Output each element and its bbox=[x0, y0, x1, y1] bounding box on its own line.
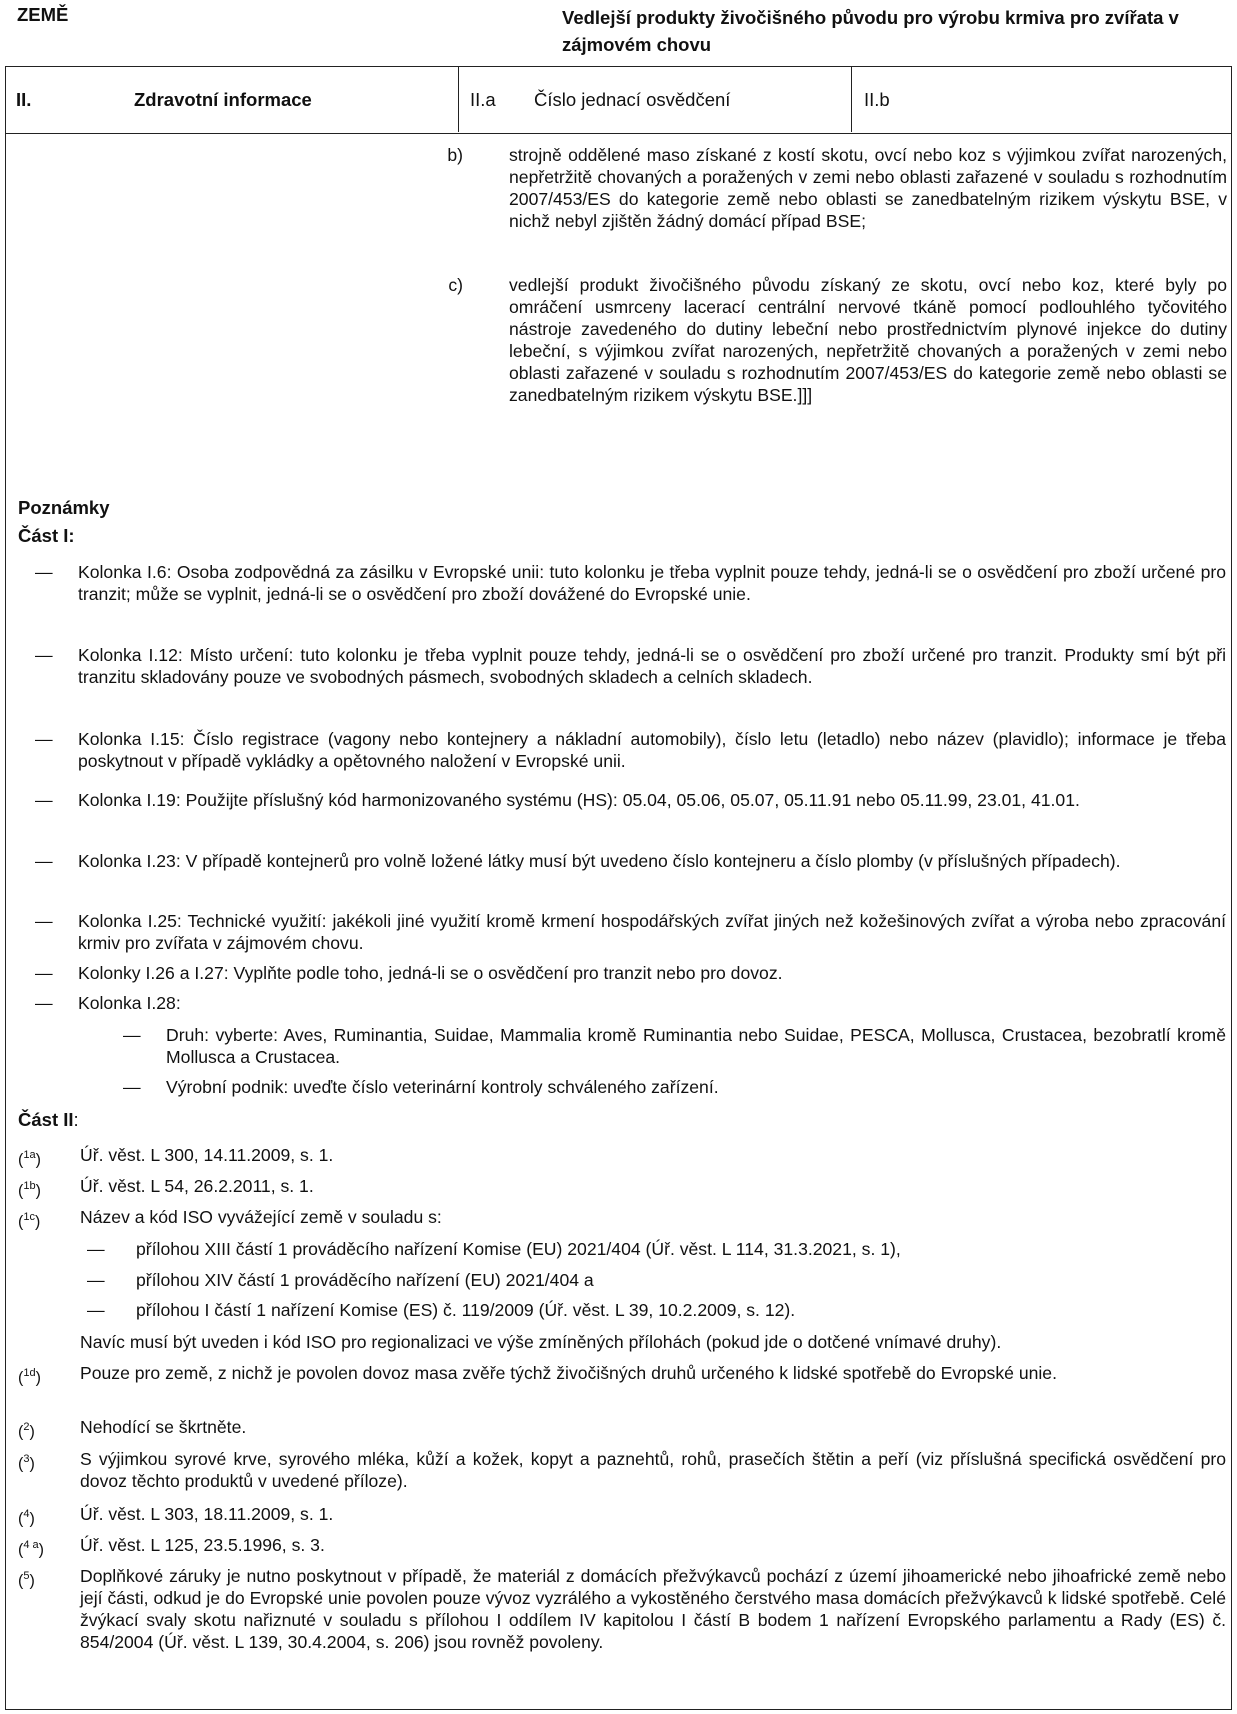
note-text: Kolonky I.26 a I.27: Vyplňte podle toho, jedná-li se o osvědčení pro tranzit nebo pro dovoz. bbox=[78, 963, 783, 983]
notes-heading: Poznámky bbox=[18, 497, 110, 518]
column-divider bbox=[851, 67, 852, 132]
note-text: Kolonka I.12: Místo určení: tuto kolonku je třeba vyplnit pouze tehdy, jedná-li se o osvědčení pro zboží určené pro tranzit. Produkty smí být při tranzitu skladovány pouze ve svobodných pásmech, svobodných skladech a celních skladech. bbox=[78, 645, 1226, 687]
section-title: Zdravotní informace bbox=[134, 88, 312, 110]
dash-bullet: — bbox=[123, 1077, 141, 1097]
dash-bullet: — bbox=[87, 1300, 105, 1320]
note-item bbox=[18, 962, 1226, 984]
dash-bullet: — bbox=[35, 851, 53, 871]
cert-ref-label: Číslo jednací osvědčení bbox=[534, 88, 731, 110]
footnote-sub-text: přílohou XIV částí 1 prováděcího nařízení (EU) 2021/404 a bbox=[136, 1270, 594, 1290]
footnote bbox=[18, 1503, 1226, 1530]
note-item bbox=[18, 644, 1226, 688]
footnote-extra bbox=[80, 1331, 1226, 1353]
footnote-sub-item bbox=[81, 1299, 1226, 1321]
column-divider bbox=[458, 67, 459, 132]
footnote-text: Úř. věst. L 300, 14.11.2009, s. 1. bbox=[80, 1145, 334, 1165]
list-item-c bbox=[426, 274, 1227, 406]
dash-bullet: — bbox=[87, 1239, 105, 1259]
footnote-text: Název a kód ISO vyvážející země v souladu s: bbox=[80, 1207, 442, 1227]
note-text: Kolonka I.28: bbox=[78, 993, 181, 1013]
footnote-sub-item bbox=[81, 1238, 1226, 1260]
document-title: Vedlejší produkty živočišného původu pro výrobu krmiva pro zvířata v zájmovém chovu bbox=[562, 7, 1179, 55]
dash-bullet: — bbox=[35, 729, 53, 749]
footnote bbox=[18, 1565, 1226, 1653]
dash-bullet: — bbox=[35, 562, 53, 582]
footnote-marker: ($^2$) bbox=[18, 1421, 35, 1441]
note-item bbox=[18, 850, 1226, 872]
note-text: Kolonka I.19: Použijte příslušný kód harmonizovaného systému (HS): 05.04, 05.06, 05.07, 05.11.91 nebo 05.11.99, 23.01, 41.01. bbox=[78, 790, 1080, 810]
footnote bbox=[18, 1206, 1226, 1233]
part1-heading: Část I: bbox=[18, 525, 75, 546]
footnote-marker: ($^{1d}$) bbox=[18, 1367, 41, 1387]
sub-note-item bbox=[106, 1024, 1226, 1068]
item-label: c) bbox=[448, 275, 463, 295]
footnote-marker: ($^{1c}$) bbox=[18, 1211, 41, 1231]
country-label: ZEMĚ bbox=[17, 4, 69, 25]
note-item bbox=[18, 789, 1226, 811]
note-item bbox=[18, 910, 1226, 954]
footnote-sub-item bbox=[81, 1269, 1226, 1291]
cert-ref-number: II.a bbox=[470, 88, 496, 110]
footnote-text: Úř. věst. L 54, 26.2.2011, s. 1. bbox=[80, 1176, 314, 1196]
footnote-marker: ($^4$) bbox=[18, 1508, 35, 1528]
note-text: Kolonka I.6: Osoba zodpovědná za zásilku v Evropské unii: tuto kolonku je třeba vyplnit pouze tehdy, jedná-li se o osvědčení pro zboží určené pro tranzit; může se vyplnit, jedná-li se o osvědčení pro zboží dovážené do Evropské unie. bbox=[78, 562, 1226, 604]
footnote-text: Úř. věst. L 303, 18.11.2009, s. 1. bbox=[80, 1504, 334, 1524]
footnote-marker: ($^{1b}$) bbox=[18, 1180, 41, 1200]
footnote-marker: ($^3$) bbox=[18, 1453, 35, 1473]
note-text: Druh: vyberte: Aves, Ruminantia, Suidae, Mammalia kromě Ruminantia nebo Suidae, PESCA, Mollusca, Crustacea, bezobratlí kromě Mollusca a Crustacea. bbox=[166, 1025, 1226, 1067]
footnote-text: Úř. věst. L 125, 23.5.1996, s. 3. bbox=[80, 1535, 325, 1555]
note-item bbox=[18, 561, 1226, 605]
item-text: vedlejší produkt živočišného původu získaný ze skotu, ovcí nebo koz, které byly po omráčení usmrceny lacerací centrální nervové tkáně pomocí podlouhlého tyčovitého nástroje zavedeného do dutiny lebeční nebo prostřednictvím plynové injekce do dutiny lebeční, s výjimkou zvířat narozených, nepřetržitě chovaných a poražených v zemi nebo oblasti zařazené v souladu s rozhodnutím 2007/453/ES do kategorie země nebo oblasti se zanedbatelným rizikem výskytu BSE.]]] bbox=[509, 275, 1227, 405]
footnote bbox=[18, 1175, 1226, 1202]
item-label: b) bbox=[447, 145, 463, 165]
part2-heading bbox=[18, 1109, 79, 1131]
list-item-b bbox=[426, 144, 1227, 232]
certificate-frame bbox=[5, 66, 1232, 1710]
note-text: Kolonka I.15: Číslo registrace (vagony nebo kontejnery a nákladní automobily), číslo letu (letadlo) nebo název (plavidlo); informace je třeba poskytnout v případě vykládky a opětovného naložení v Evropské unii. bbox=[78, 729, 1226, 771]
note-item bbox=[18, 728, 1226, 772]
item-text: strojně oddělené maso získané z kostí skotu, ovcí nebo koz s výjimkou zvířat narozených, nepřetržitě chovaných a poražených v zemi nebo oblasti zařazené v souladu s rozhodnutím 2007/453/ES do kategorie země nebo oblasti se zanedbatelným rizikem výskytu BSE, v nichž nebyl zjištěn žádný domácí případ BSE; bbox=[509, 145, 1227, 231]
footnote-marker: ($^5$) bbox=[18, 1570, 35, 1590]
column-b-label: II.b bbox=[864, 88, 890, 110]
dash-bullet: — bbox=[35, 790, 53, 810]
table-header-row bbox=[6, 67, 1231, 134]
footnote-sub-text: přílohou XIII částí 1 prováděcího nařízení Komise (EU) 2021/404 (Úř. věst. L 114, 31.3.2021, s. 1), bbox=[136, 1239, 901, 1259]
footnote-marker: ($^{4 a}$) bbox=[18, 1539, 44, 1559]
dash-bullet: — bbox=[87, 1270, 105, 1290]
footnote bbox=[18, 1534, 1226, 1561]
footnote-text: S výjimkou syrové krve, syrového mléka, kůží a kožek, kopyt a paznehtů, rohů, prasečích štětin a peří (viz příslušná specifická osvědčení pro dovoz těchto produktů v uvedené příloze). bbox=[80, 1449, 1226, 1491]
dash-bullet: — bbox=[35, 645, 53, 665]
part2-heading-text: Část II bbox=[18, 1109, 74, 1130]
footnote-sub-text: přílohou I částí 1 nařízení Komise (ES) č. 119/2009 (Úř. věst. L 39, 10.2.2009, s. 12). bbox=[136, 1300, 796, 1320]
note-text: Výrobní podnik: uveďte číslo veterinární kontroly schváleného zařízení. bbox=[166, 1077, 719, 1097]
footnote-text: Pouze pro země, z nichž je povolen dovoz masa zvěře týchž živočišných druhů určeného k lidské spotřebě do Evropské unie. bbox=[80, 1363, 1057, 1383]
footnote-text: Doplňkové záruky je nutno poskytnout v případě, že materiál z domácích přežvýkavců pochází z území jihoamerické nebo jihoafrické země nebo její části, odkud je do Evropské unie povolen pouze vývoz vyzrálého a vykostěného čerstvého masa domácích přežvýkavců k lidské spotřebě. Celé žvýkací svaly skotu nařiznuté v souladu s přílohou I oddílem IV kapitolou I částí B bodem 1 nařízení Evropského parlamentu a Rady (ES) č. 854/2004 (Úř. věst. L 139, 30.4.2004, s. 206) jsou rovněž povoleny. bbox=[80, 1566, 1226, 1652]
dash-bullet: — bbox=[35, 993, 53, 1013]
dash-bullet: — bbox=[35, 911, 53, 931]
dash-bullet: — bbox=[123, 1025, 141, 1045]
part2-heading-colon: : bbox=[73, 1109, 79, 1130]
footnote bbox=[18, 1416, 1226, 1443]
section-number: II. bbox=[16, 88, 32, 110]
footnote-text: Navíc musí být uveden i kód ISO pro regionalizaci ve výše zmíněných přílohách (pokud jde o dotčené vnímavé druhy). bbox=[80, 1332, 1002, 1352]
footnote-text: Nehodící se škrtněte. bbox=[80, 1417, 247, 1437]
note-item bbox=[18, 992, 1226, 1014]
footnote bbox=[18, 1144, 1226, 1171]
note-text: Kolonka I.25: Technické využití: jakékoli jiné využití kromě krmení hospodářských zvířat jiných než kožešinových zvířat a výroba nebo zpracování krmiv pro zvířata v zájmovém chovu. bbox=[78, 911, 1226, 953]
note-text: Kolonka I.23: V případě kontejnerů pro volně ložené látky musí být uvedeno číslo kontejneru a číslo plomby (v příslušných případech). bbox=[78, 851, 1121, 871]
dash-bullet: — bbox=[35, 963, 53, 983]
footnote bbox=[18, 1448, 1226, 1492]
footnote-marker: ($^{1a}$) bbox=[18, 1149, 41, 1169]
footnote bbox=[18, 1362, 1226, 1389]
sub-note-item bbox=[106, 1076, 1226, 1098]
